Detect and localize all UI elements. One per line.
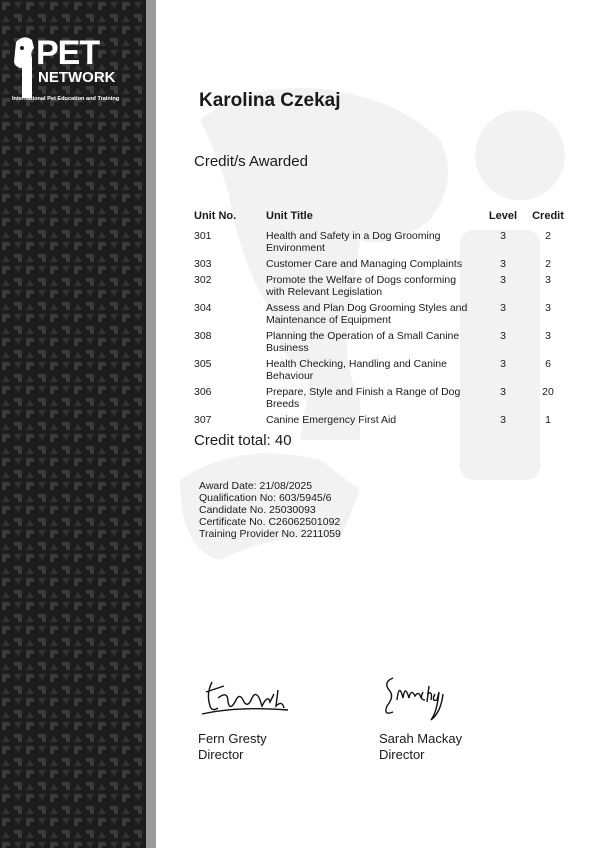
signature-fern-gresty <box>198 672 298 726</box>
table-row <box>190 258 572 274</box>
unit-credit: 3 <box>545 330 551 342</box>
unit-level: 3 <box>500 258 506 270</box>
unit-level: 3 <box>500 414 506 426</box>
unit-title-line2: Breeds <box>266 398 300 410</box>
table-row <box>190 302 572 330</box>
unit-no: 305 <box>194 358 212 370</box>
header-unit-title: Unit Title <box>266 210 313 222</box>
unit-title-line1: Planning the Operation of a Small Canine <box>266 330 460 342</box>
logo-network-text: NETWORK <box>38 69 116 86</box>
unit-title <box>262 302 482 330</box>
section-title: Credit/s Awarded <box>194 153 308 170</box>
unit-level: 3 <box>500 386 506 398</box>
unit-no: 306 <box>194 386 212 398</box>
unit-no: 301 <box>194 230 212 242</box>
training-provider-no: Training Provider No. 2211059 <box>199 528 341 540</box>
unit-no: 303 <box>194 258 212 270</box>
header-credit: Credit <box>532 210 564 222</box>
unit-credit: 2 <box>545 258 551 270</box>
table-row <box>190 386 572 414</box>
certificate-no: Certificate No. C26062501092 <box>199 516 341 528</box>
unit-title-line2: with Relevant Legislation <box>266 286 383 298</box>
candidate-no: Candidate No. 25030093 <box>199 504 316 516</box>
table-row <box>190 230 572 258</box>
unit-no: 308 <box>194 330 212 342</box>
unit-credit: 20 <box>542 386 554 398</box>
unit-title <box>262 330 482 358</box>
signatory-role: Director <box>379 747 425 762</box>
unit-title <box>262 258 482 274</box>
qualification-no: Qualification No: 603/5945/6 <box>199 492 332 504</box>
unit-no: 307 <box>194 414 212 426</box>
unit-level: 3 <box>500 274 506 286</box>
credit-total: Credit total: 40 <box>194 432 292 449</box>
unit-no: 302 <box>194 274 212 286</box>
unit-credit: 2 <box>545 230 551 242</box>
unit-level: 3 <box>500 230 506 242</box>
unit-title-line2: Behaviour <box>266 370 314 382</box>
signatory-2 <box>379 672 462 763</box>
unit-title <box>262 414 482 430</box>
unit-level: 3 <box>500 358 506 370</box>
table-row <box>190 358 572 386</box>
unit-title-line1: Health and Safety in a Dog Grooming <box>266 230 441 242</box>
unit-title <box>262 358 482 386</box>
unit-credit: 1 <box>545 414 551 426</box>
unit-title-line2: Maintenance of Equipment <box>266 314 391 326</box>
unit-title <box>262 230 482 258</box>
unit-title-line1: Prepare, Style and Finish a Range of Dog <box>266 386 461 398</box>
unit-credit: 3 <box>545 302 551 314</box>
award-date: Award Date: 21/08/2025 <box>199 480 313 492</box>
unit-title <box>262 386 482 414</box>
table-row <box>190 414 572 430</box>
unit-level: 3 <box>500 302 506 314</box>
unit-title-line2: Environment <box>266 242 325 254</box>
table-row <box>190 274 572 302</box>
unit-no: 304 <box>194 302 212 314</box>
unit-credit: 6 <box>545 358 551 370</box>
unit-title-line2: Business <box>266 342 309 354</box>
unit-level: 3 <box>500 330 506 342</box>
signatory-1 <box>198 672 298 763</box>
unit-title-line1: Customer Care and Managing Complaints <box>266 258 463 270</box>
signatory-name: Fern Gresty <box>198 731 267 746</box>
header-level: Level <box>488 210 518 222</box>
unit-title-line1: Assess and Plan Dog Grooming Styles and <box>266 302 468 314</box>
header-unit-no: Unit No. <box>194 210 237 222</box>
unit-title-line1: Health Checking, Handling and Canine <box>266 358 447 370</box>
credits-table <box>190 210 572 430</box>
unit-title-line1: Promote the Welfare of Dogs conforming <box>266 274 457 286</box>
signatory-role: Director <box>198 747 244 762</box>
table-row <box>190 330 572 358</box>
table-header-row <box>190 210 572 230</box>
unit-credit: 3 <box>545 274 551 286</box>
award-details <box>199 480 341 540</box>
unit-title <box>262 274 482 302</box>
logo-tagline: International Pet Education and Training <box>12 96 120 102</box>
signatory-name: Sarah Mackay <box>379 731 463 746</box>
signature-sarah-mackay <box>379 672 459 726</box>
logo-pet-text: PET <box>36 34 100 72</box>
recipient-name: Karolina Czekaj <box>199 90 341 111</box>
unit-title-line1: Canine Emergency First Aid <box>266 414 397 426</box>
